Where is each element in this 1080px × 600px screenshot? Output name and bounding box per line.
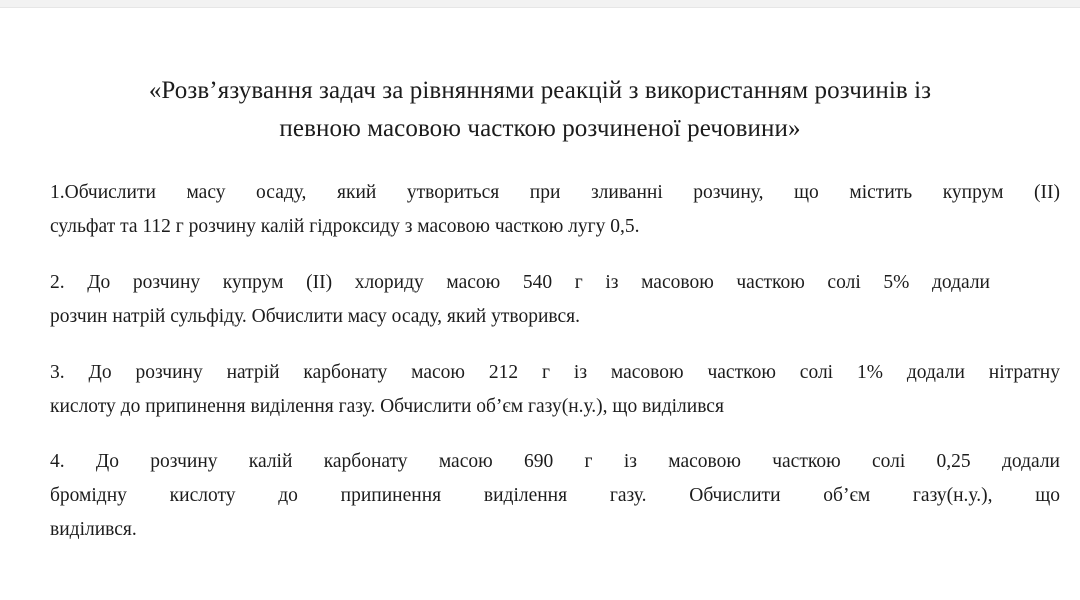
title-line-1: «Розв’язування задач за рівняннями реакцій з використанням розчинів із [148, 77, 932, 104]
document-title [40, 72, 1040, 148]
task-3 [50, 356, 1060, 424]
top-border [0, 0, 1080, 8]
title-line-2: певною масовою часткою розчиненої речовини» [279, 115, 801, 142]
task-1-line-1: 1.Обчислити масу осаду, який утвориться при зливанні розчину, що містить купрум (II) [50, 182, 1060, 203]
task-3-line-2: кислоту до припинення виділення газу. Обчислити об’єм газу(н.у.), що виділився [50, 396, 724, 417]
task-3-line-1: 3. До розчину натрій карбонату масою 212 г із масовою часткою солі 1% додали нітратну [50, 362, 1060, 383]
task-2 [50, 266, 1060, 334]
task-4-line-1: 4. До розчину калій карбонату масою 690 г із масовою часткою солі 0,25 додали [50, 451, 1060, 472]
task-4 [50, 445, 1060, 547]
task-2-line-2: розчин натрій сульфіду. Обчислити масу осаду, який утворився. [50, 306, 580, 327]
task-4-line-2: бромідну кислоту до припинення виділення газу. Обчислити об’єм газу(н.у.), що [50, 485, 1060, 506]
task-1-line-2: сульфат та 112 г розчину калій гідроксиду з масовою часткою лугу 0,5. [50, 216, 640, 237]
task-1 [50, 176, 1060, 244]
task-4-line-3: виділився. [50, 519, 137, 540]
task-2-line-1: 2. До розчину купрум (II) хлориду масою 540 г із масовою часткою солі 5% додали [50, 272, 990, 293]
